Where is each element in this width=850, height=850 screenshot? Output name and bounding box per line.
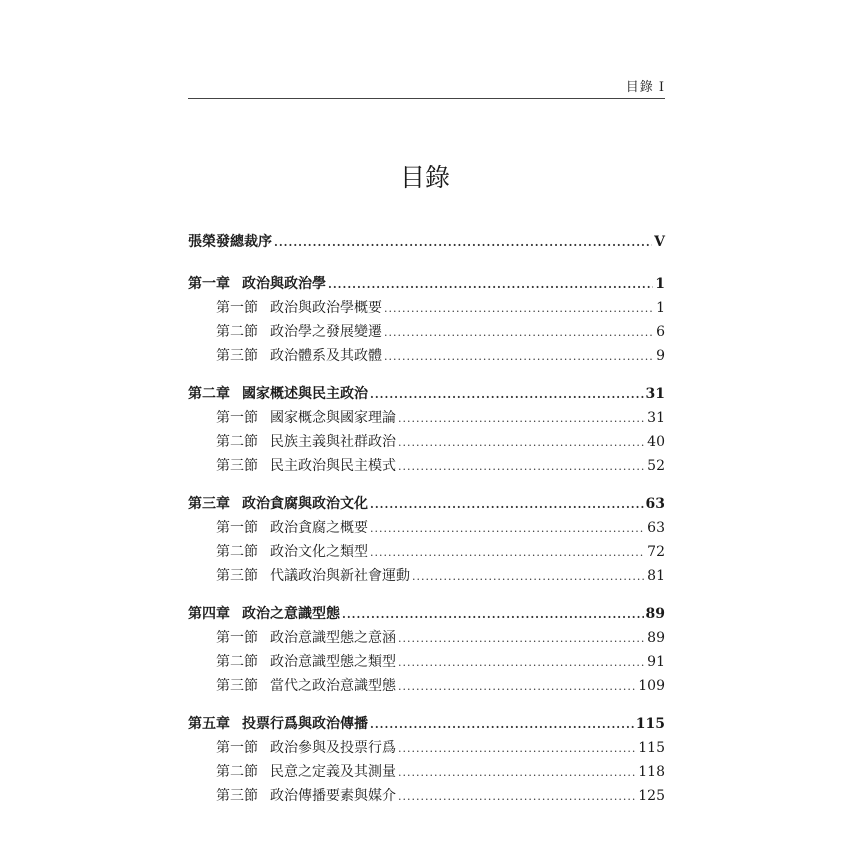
toc-entry-chapter[interactable] — [188, 492, 665, 516]
entry-title — [216, 760, 396, 784]
page-number: 1 — [655, 276, 665, 292]
section-title: 政治學之發展變遷 — [270, 324, 382, 340]
entry-title — [216, 516, 368, 540]
entry-title — [216, 784, 396, 808]
chapter-number: 第一章 — [188, 276, 230, 292]
dot-leader — [398, 737, 636, 761]
entry-title — [216, 430, 396, 454]
section-title: 政治傳播要素與媒介 — [270, 788, 396, 804]
chapter-title: 投票行爲與政治傳播 — [242, 716, 368, 732]
dot-leader — [412, 565, 645, 589]
chapter-number: 第二章 — [188, 386, 230, 402]
entry-title — [216, 540, 368, 564]
dot-leader — [370, 713, 634, 737]
dot-leader — [398, 455, 645, 479]
section-title: 民意之定義及其測量 — [270, 764, 396, 780]
section-number: 第二節 — [216, 324, 258, 340]
table-of-contents — [188, 230, 665, 822]
section-number: 第三節 — [216, 348, 258, 364]
page-number: 63 — [647, 520, 665, 536]
dot-leader — [370, 383, 644, 407]
section-number: 第三節 — [216, 678, 258, 694]
section-title: 政治意識型態之類型 — [270, 654, 396, 670]
section-title: 民族主義與社群政治 — [270, 434, 396, 450]
section-title: 代議政治與新社會運動 — [270, 568, 410, 584]
page-number: 125 — [638, 788, 665, 804]
dot-leader — [342, 603, 644, 627]
entry-title — [188, 382, 368, 406]
entry-title — [216, 674, 396, 698]
chapter-number: 第五章 — [188, 716, 230, 732]
section-title: 當代之政治意識型態 — [270, 678, 396, 694]
toc-entry-chapter[interactable] — [188, 712, 665, 736]
chapter-group — [188, 382, 665, 478]
toc-entry-section[interactable] — [188, 406, 665, 430]
header-rule — [188, 98, 665, 99]
chapter-title: 政治與政治學 — [242, 276, 326, 292]
running-head: 目錄 I — [625, 80, 665, 95]
entry-title — [216, 736, 396, 760]
toc-entry-section[interactable] — [188, 296, 665, 320]
dot-leader — [398, 675, 636, 699]
section-number: 第二節 — [216, 544, 258, 560]
chapter-group — [188, 492, 665, 588]
page-number: 115 — [635, 716, 665, 732]
chapter-group — [188, 712, 665, 808]
section-number: 第一節 — [216, 410, 258, 426]
page-number: V — [654, 234, 665, 250]
entry-title — [216, 296, 382, 320]
chapter-number: 第四章 — [188, 606, 230, 622]
section-title: 政治與政治學概要 — [270, 300, 382, 316]
dot-leader — [370, 493, 644, 517]
toc-entry-section[interactable] — [188, 650, 665, 674]
dot-leader — [398, 627, 645, 651]
toc-entry-chapter[interactable] — [188, 602, 665, 626]
toc-entry-preface[interactable] — [188, 230, 665, 254]
chapter-title: 政治之意識型態 — [242, 606, 340, 622]
page-number: 118 — [638, 764, 665, 780]
entry-title — [188, 602, 340, 626]
page-number: 91 — [647, 654, 665, 670]
entry-title — [216, 406, 396, 430]
page-title: 目錄 — [399, 163, 450, 192]
dot-leader — [328, 273, 653, 297]
entry-title — [188, 712, 368, 736]
toc-entry-section[interactable] — [188, 674, 665, 698]
dot-leader — [398, 651, 645, 675]
section-number: 第二節 — [216, 654, 258, 670]
section-title: 政治參與及投票行爲 — [270, 740, 396, 756]
toc-entry-chapter[interactable] — [188, 272, 665, 296]
entry-title: 張榮發總裁序 — [188, 234, 272, 250]
chapter-number: 第三章 — [188, 496, 230, 512]
section-number: 第二節 — [216, 434, 258, 450]
toc-entry-section[interactable] — [188, 784, 665, 808]
page-number: 52 — [647, 458, 665, 474]
page-number: 81 — [647, 568, 665, 584]
page-number: 115 — [638, 740, 665, 756]
toc-entry-chapter[interactable] — [188, 382, 665, 406]
section-title: 政治文化之類型 — [270, 544, 368, 560]
dot-leader — [384, 321, 654, 345]
toc-entry-section[interactable] — [188, 344, 665, 368]
dot-leader — [274, 231, 652, 255]
section-title: 政治體系及其政體 — [270, 348, 382, 364]
page-number: 63 — [645, 496, 665, 512]
entry-title — [188, 492, 368, 516]
page-number: 40 — [647, 434, 665, 450]
section-number: 第一節 — [216, 740, 258, 756]
toc-entry-section[interactable] — [188, 564, 665, 588]
dot-leader — [398, 407, 645, 431]
section-title: 政治意識型態之意涵 — [270, 630, 396, 646]
entry-title — [216, 650, 396, 674]
dot-leader — [384, 345, 654, 369]
page-number: 31 — [645, 386, 665, 402]
entry-title — [188, 272, 326, 296]
page-number: 6 — [656, 324, 665, 340]
chapter-group — [188, 272, 665, 368]
section-number: 第三節 — [216, 568, 258, 584]
chapter-title: 政治貪腐與政治文化 — [242, 496, 368, 512]
section-title: 政治貪腐之概要 — [270, 520, 368, 536]
page-number: 89 — [647, 630, 665, 646]
page-number: 109 — [638, 678, 665, 694]
section-number: 第三節 — [216, 788, 258, 804]
dot-leader — [384, 297, 654, 321]
toc-entry-section[interactable] — [188, 760, 665, 784]
chapter-title: 國家概述與民主政治 — [242, 386, 368, 402]
page-number: 72 — [647, 544, 665, 560]
section-number: 第一節 — [216, 300, 258, 316]
page-number: 89 — [645, 606, 665, 622]
section-number: 第三節 — [216, 458, 258, 474]
entry-title — [216, 344, 382, 368]
toc-entry-section[interactable] — [188, 430, 665, 454]
dot-leader — [398, 761, 636, 785]
entry-title — [216, 320, 382, 344]
chapter-group — [188, 602, 665, 698]
entry-title — [216, 454, 396, 478]
section-number: 第二節 — [216, 764, 258, 780]
section-title: 國家概念與國家理論 — [270, 410, 396, 426]
section-title: 民主政治與民主模式 — [270, 458, 396, 474]
section-number: 第一節 — [216, 630, 258, 646]
dot-leader — [398, 431, 645, 455]
toc-entry-section[interactable] — [188, 516, 665, 540]
section-number: 第一節 — [216, 520, 258, 536]
dot-leader — [398, 785, 636, 809]
page-number: 1 — [656, 300, 665, 316]
dot-leader — [370, 541, 645, 565]
toc-entry-section[interactable] — [188, 320, 665, 344]
entry-title — [216, 626, 396, 650]
entry-title — [216, 564, 410, 588]
dot-leader — [370, 517, 645, 541]
page-number: 9 — [656, 348, 665, 364]
page-number: 31 — [647, 410, 665, 426]
toc-entry-section[interactable] — [188, 454, 665, 478]
toc-entry-section[interactable] — [188, 626, 665, 650]
toc-entry-section[interactable] — [188, 540, 665, 564]
toc-entry-section[interactable] — [188, 736, 665, 760]
